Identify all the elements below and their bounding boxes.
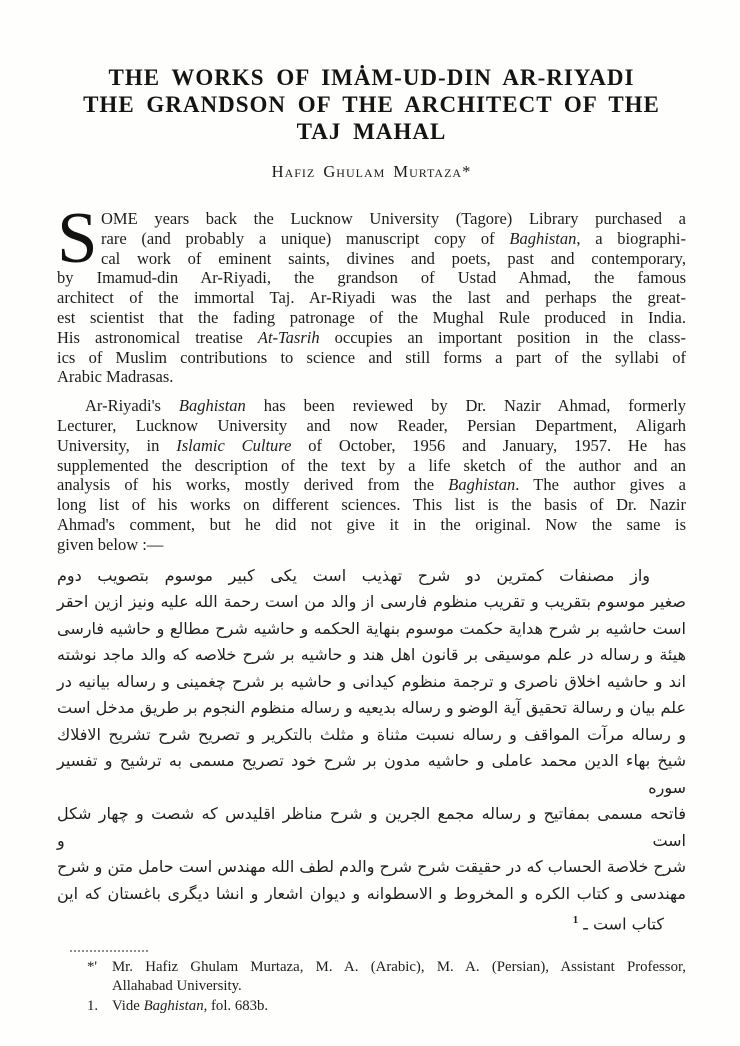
italic-text: Baghistan bbox=[448, 475, 516, 495]
text-line bbox=[112, 958, 686, 978]
text-segment: Allahabad University. bbox=[112, 978, 242, 995]
text-line bbox=[57, 722, 686, 749]
text-line bbox=[57, 249, 686, 269]
text-segment: long list of his works on different sciences. This list is the basis of Dr. Nazir bbox=[57, 495, 686, 515]
text-segment: occupies an important position in the class- bbox=[319, 327, 686, 347]
text-line bbox=[57, 563, 686, 590]
text-line bbox=[57, 669, 686, 696]
text-segment: Vide bbox=[112, 997, 144, 1014]
text-line bbox=[57, 348, 686, 368]
italic-text: Baghistan bbox=[143, 997, 204, 1014]
footnote-marker: 1. bbox=[87, 997, 99, 1014]
text-segment: , fol. 683b. bbox=[203, 997, 269, 1014]
text-segment: ics of Muslim contributions to science and still forms a part of the syllabi of bbox=[57, 347, 686, 367]
text-segment: مهندسی و كتاب الكره و المخروط و الاسطوانه و ديوان اشعار و انشا ديگری باغستان كه اين bbox=[57, 883, 686, 903]
text-segment: His astronomical treatise bbox=[57, 327, 258, 347]
text-line bbox=[57, 616, 686, 643]
text-segment: Ar-Riyadi's bbox=[85, 396, 179, 416]
text-line bbox=[57, 416, 686, 436]
text-line bbox=[57, 436, 686, 456]
text-segment: شيخ بهاء الدين محمد عاملی و حاشيه مدون بر شرح خود تصريح مسمى به ترشيح و تفسير سوره bbox=[57, 751, 686, 797]
text-segment: شرح خلاصة الحساب كه در حقيقت شرح شرح والدم لطف الله مهندس است حامل متن و شرح bbox=[57, 857, 686, 877]
text-segment: est scientist that the fading patronage of the Mughal Rule produced in India. bbox=[57, 307, 686, 327]
text-line bbox=[57, 801, 686, 854]
text-segment: has been reviewed by Dr. Nazir Ahmad, formerly bbox=[245, 396, 687, 416]
text-line bbox=[57, 589, 686, 616]
text-segment: است حاشيه بر شرح هداية حكمت موسوم بنهاية الحكمه و حاشيه شرح مطالع و حاشيه فارسی bbox=[57, 618, 686, 638]
article-title bbox=[57, 64, 686, 145]
text-line bbox=[57, 854, 686, 881]
text-segment: و رساله مرآت المواقف و رساله نسبت مثناة و مثلث بالتكرير و تصريح شرح تشريح الافلاك bbox=[57, 724, 686, 744]
paragraph-review bbox=[57, 396, 686, 554]
text-line bbox=[112, 997, 686, 1017]
text-segment: Arabic Madrasas. bbox=[57, 367, 174, 387]
text-line bbox=[57, 475, 686, 495]
italic-text: Baghistan bbox=[178, 396, 246, 416]
text-segment: supplemented the description of the text by a life sketch of the author and an bbox=[57, 455, 686, 475]
text-segment: OME years back the Lucknow University (Tagore) Library purchased a bbox=[101, 209, 686, 228]
title-line: THE GRANDSON OF THE ARCHITECT OF THE bbox=[83, 92, 660, 117]
text-segment: rare (and probably a unique) manuscript copy of bbox=[101, 228, 510, 248]
text-segment: given below :— bbox=[57, 534, 164, 554]
text-line bbox=[57, 396, 686, 416]
text-segment: University, in bbox=[57, 435, 177, 455]
text-segment: of October, 1956 and January, 1957. He has bbox=[291, 435, 686, 455]
text-line bbox=[57, 209, 686, 229]
text-segment: Mr. Hafiz Ghulam Murtaza, M. A. (Arabic), M. A. (Persian), Assistant Professor, bbox=[112, 958, 686, 975]
footnote-separator bbox=[70, 950, 148, 952]
italic-text: Islamic Culture bbox=[176, 435, 292, 455]
text-line bbox=[57, 229, 686, 249]
italic-text: At-Tasrih bbox=[257, 327, 320, 347]
persian-works-list bbox=[57, 563, 686, 938]
text-segment: Lecturer, Lucknow University and now Reader, Persian Department, Aligarh bbox=[57, 415, 686, 435]
text-segment: علم بيان و رسالة تحقيق آية الوضو و رساله بديعيه و رساله منظوم النجوم بر طريق مدخل است bbox=[57, 698, 686, 718]
text-line bbox=[57, 907, 686, 938]
text-segment: صغير موسوم بتقريب و تقريب منظوم فارسی از والد من است رحمة الله عليه ونيز ازين احقر bbox=[57, 592, 686, 612]
text-segment: analysis of his works, mostly derived from the bbox=[57, 475, 449, 495]
title-line: TAJ MAHAL bbox=[296, 119, 447, 144]
footnote-ref-number: 1 bbox=[572, 914, 579, 927]
footnote-marker: *' bbox=[87, 958, 98, 975]
text-segment: كتاب است ـ bbox=[583, 914, 664, 934]
text-line bbox=[112, 977, 686, 997]
text-line bbox=[57, 515, 686, 535]
footnote bbox=[57, 997, 686, 1017]
text-segment: . The author gives a bbox=[515, 475, 686, 495]
text-segment: واز مصنفات كمترين دو شرح تهذيب است يكی كبير موسوم بتصويب دوم bbox=[57, 565, 650, 585]
text-line bbox=[57, 308, 686, 328]
text-line bbox=[57, 881, 686, 908]
paragraph-intro bbox=[57, 197, 686, 387]
footnote bbox=[57, 958, 686, 997]
text-line bbox=[57, 642, 686, 669]
text-line bbox=[57, 328, 686, 348]
drop-cap-letter: S bbox=[57, 197, 98, 278]
text-segment: Ahmad's comment, but he did not give it in the original. Now the same is bbox=[57, 514, 686, 534]
text-segment: , a biographi- bbox=[576, 228, 686, 248]
italic-text: Baghistan bbox=[509, 228, 577, 248]
text-line bbox=[57, 367, 686, 387]
page-content bbox=[57, 64, 686, 1016]
text-line bbox=[57, 495, 686, 515]
text-line bbox=[57, 268, 686, 288]
text-segment: by Imamud-din Ar-Riyadi, the grandson of Ustad Ahmad, the famous bbox=[57, 268, 686, 288]
text-segment: هيئة و رساله در علم موسيقی بر قانون اهل هند و حاشيه بر شرح خلاصه كه والد ماجد نوشته bbox=[57, 645, 686, 665]
text-line bbox=[57, 748, 686, 801]
text-line bbox=[57, 535, 686, 555]
title-line: THE WORKS OF IMȦM-UD-DIN AR-RIYADI bbox=[108, 65, 635, 90]
text-segment: فاتحه مسمى بمفاتيح و رساله مجمع الجرين و شرح مناظر اقليدس كه شصت و چهار شكل است و bbox=[57, 804, 686, 850]
text-line bbox=[57, 456, 686, 476]
text-segment: architect of the immortal Taj. Ar-Riyadi was the last and perhaps the great- bbox=[57, 288, 686, 308]
text-line bbox=[57, 288, 686, 308]
text-line bbox=[57, 695, 686, 722]
author-byline: Hafiz Ghulam Murtaza* bbox=[271, 162, 472, 181]
text-segment: اند و حاشيه اخلاق ناصری و ترجمة منظوم كيدانی و حاشيه بر شرح چغمينی و رساله بيانيه در bbox=[57, 671, 686, 691]
footnote-text bbox=[112, 958, 686, 997]
footnotes-section bbox=[57, 958, 686, 1017]
footnote-text bbox=[112, 997, 686, 1017]
text-segment: cal work of eminent saints, divines and poets, past and contemporary, bbox=[101, 248, 686, 268]
